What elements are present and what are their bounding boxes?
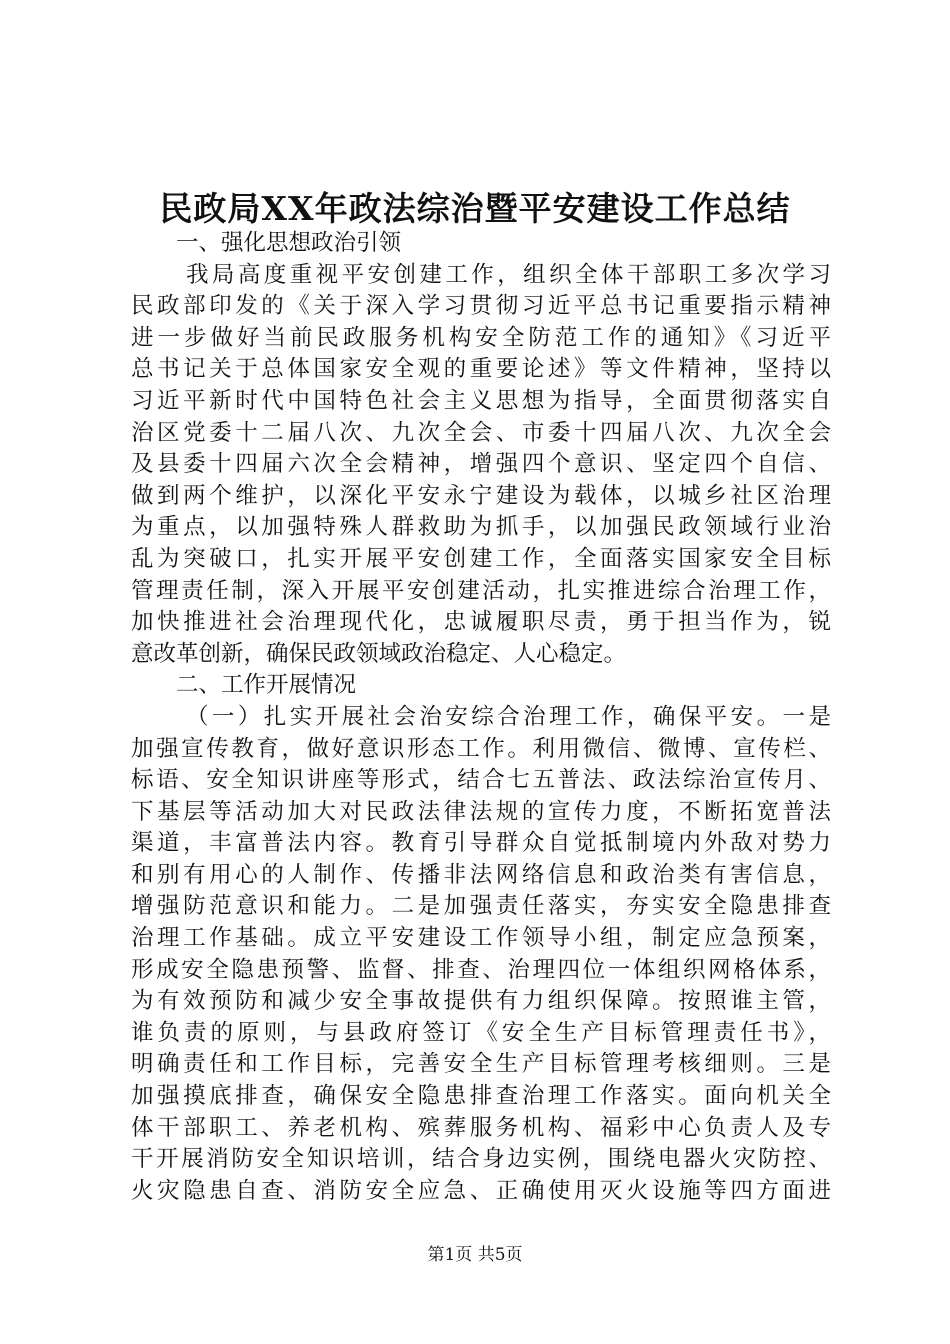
paragraph-line: （一）扎实开展社会治安综合治理工作，确保平安。一是: [186, 703, 831, 730]
paragraph-line: 为重点，以加强特殊人群救助为抓手，以加强民政领域行业治: [131, 514, 831, 541]
paragraph-line: 为有效预防和减少安全事故提供有力组织保障。按照谁主管，: [131, 988, 831, 1015]
paragraph-line: 体干部职工、养老机构、殡葬服务机构、福彩中心负责人及专: [131, 1114, 831, 1141]
paragraph-line: 民政部印发的《关于深入学习贯彻习近平总书记重要指示精神: [131, 293, 831, 320]
section-heading: 一、强化思想政治引领: [176, 230, 402, 256]
paragraph-line: 标语、安全知识讲座等形式，结合七五普法、政法综治宣传月、: [131, 767, 831, 794]
paragraph-line: 治理工作基础。成立平安建设工作领导小组，制定应急预案，: [131, 925, 831, 952]
paragraph-line: 总书记关于总体国家安全观的重要论述》等文件精神，坚持以: [131, 356, 831, 383]
paragraph-line: 及县委十四届六次全会精神，增强四个意识、坚定四个自信、: [131, 451, 831, 478]
page-number-footer: 第1页 共5页: [427, 1245, 523, 1265]
paragraph-line: 我局高度重视平安创建工作，组织全体干部职工多次学习: [186, 261, 831, 288]
paragraph-line: 形成安全隐患预警、监督、排查、治理四位一体组织网格体系，: [131, 956, 831, 983]
paragraph-line: 谁负责的原则，与县政府签订《安全生产目标管理责任书》，: [131, 1019, 831, 1046]
paragraph-line: 做到两个维护，以深化平安永宁建设为载体，以城乡社区治理: [131, 482, 831, 509]
paragraph-line: 治区党委十二届八次、九次全会、市委十四届八次、九次全会: [131, 419, 831, 446]
paragraph-line: 下基层等活动加大对民政法律法规的宣传力度，不断拓宽普法: [131, 798, 831, 825]
section-heading: 二、工作开展情况: [176, 672, 357, 699]
paragraph-line: 进一步做好当前民政服务机构安全防范工作的通知》《习近平: [131, 324, 831, 351]
paragraph-line: 管理责任制，深入开展平安创建活动，扎实推进综合治理工作，: [131, 577, 831, 604]
document-body: [131, 228, 831, 1207]
paragraph-line: 和别有用心的人制作、传播非法网络信息和政治类有害信息，: [131, 861, 831, 888]
paragraph-line: 加强摸底排查，确保安全隐患排查治理工作落实。面向机关全: [131, 1083, 831, 1110]
paragraph-line: 火灾隐患自查、消防安全应急、正确使用灭火设施等四方面进: [131, 1177, 831, 1204]
paragraph-line: 增强防范意识和能力。二是加强责任落实，夯实安全隐患排查: [131, 893, 831, 920]
paragraph-line: 加快推进社会治理现代化，忠诚履职尽责，勇于担当作为，锐: [131, 609, 831, 636]
paragraph-line: 乱为突破口，扎实开展平安创建工作，全面落实国家安全目标: [131, 545, 831, 572]
paragraph-line: 渠道，丰富普法内容。教育引导群众自觉抵制境内外敌对势力: [131, 830, 831, 857]
paragraph-line: 习近平新时代中国特色社会主义思想为指导，全面贯彻落实自: [131, 387, 831, 414]
document-title: 民政局XX年政法综治暨平安建设工作总结: [159, 189, 791, 228]
paragraph-line: 意改革创新，确保民政领域政治稳定、人心稳定。: [131, 640, 627, 667]
paragraph-line: 加强宣传教育，做好意识形态工作。利用微信、微博、宣传栏、: [131, 735, 831, 762]
paragraph-line: 干开展消防安全知识培训，结合身边实例，围绕电器火灾防控、: [131, 1146, 831, 1173]
paragraph-line: 明确责任和工作目标，完善安全生产目标管理考核细则。三是: [131, 1051, 831, 1078]
